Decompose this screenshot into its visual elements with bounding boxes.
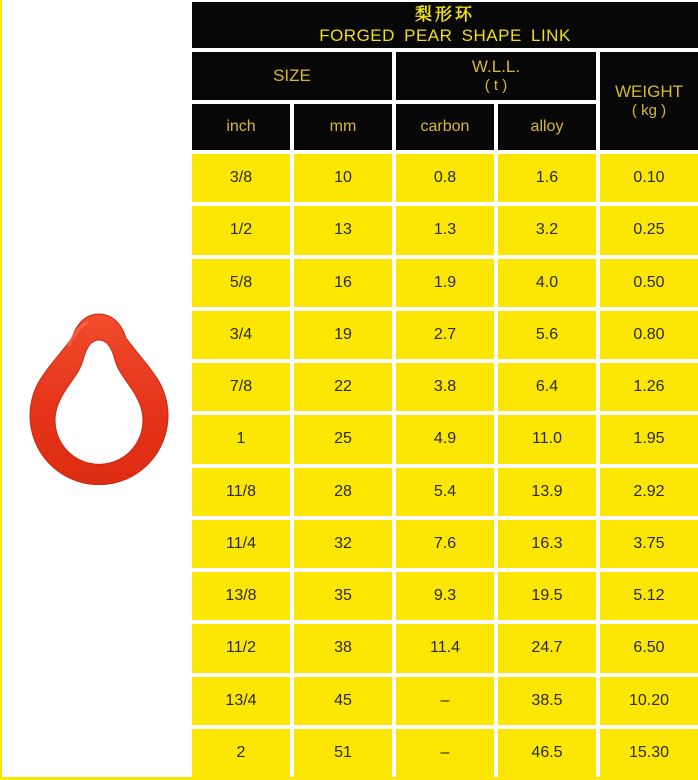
table-title-zh: 梨形环 xyxy=(415,4,475,24)
cell-inch: 11/4 xyxy=(192,520,290,568)
cell-carbon: 2.7 xyxy=(396,311,494,359)
cell-weight: 15.30 xyxy=(600,729,698,777)
cell-carbon: 9.3 xyxy=(396,572,494,620)
cell-weight: 6.50 xyxy=(600,624,698,672)
cell-inch: 11/2 xyxy=(192,624,290,672)
cell-inch: 13/4 xyxy=(192,677,290,725)
cell-weight: 0.10 xyxy=(600,154,698,202)
cell-carbon: 11.4 xyxy=(396,624,494,672)
cell-inch: 7/8 xyxy=(192,363,290,411)
col-header-wll: W.L.L. ( t ) xyxy=(396,52,596,100)
cell-alloy: 5.6 xyxy=(498,311,596,359)
cell-carbon: 0.8 xyxy=(396,154,494,202)
cell-carbon: 1.9 xyxy=(396,259,494,307)
cell-weight: 0.80 xyxy=(600,311,698,359)
cell-alloy: 11.0 xyxy=(498,415,596,463)
cell-mm: 13 xyxy=(294,206,392,254)
cell-carbon: 4.9 xyxy=(396,415,494,463)
pear-link-illustration xyxy=(29,313,169,485)
cell-alloy: 38.5 xyxy=(498,677,596,725)
cell-carbon: – xyxy=(396,677,494,725)
table-title-en: FORGED PEAR SHAPE LINK xyxy=(319,26,571,45)
cell-weight: 2.92 xyxy=(600,468,698,516)
cell-inch: 5/8 xyxy=(192,259,290,307)
table-title xyxy=(192,2,698,48)
cell-weight: 3.75 xyxy=(600,520,698,568)
cell-inch: 11/8 xyxy=(192,468,290,516)
cell-mm: 16 xyxy=(294,259,392,307)
cell-mm: 35 xyxy=(294,572,392,620)
cell-alloy: 4.0 xyxy=(498,259,596,307)
col-header-mm: mm xyxy=(294,104,392,150)
col-header-size: SIZE xyxy=(192,52,392,100)
cell-inch: 2 xyxy=(192,729,290,777)
cell-mm: 45 xyxy=(294,677,392,725)
cell-inch: 13/8 xyxy=(192,572,290,620)
cell-mm: 10 xyxy=(294,154,392,202)
cell-inch: 1 xyxy=(192,415,290,463)
cell-mm: 22 xyxy=(294,363,392,411)
col-header-alloy: alloy xyxy=(498,104,596,150)
cell-mm: 51 xyxy=(294,729,392,777)
col-header-inch: inch xyxy=(192,104,290,150)
cell-carbon: 1.3 xyxy=(396,206,494,254)
cell-mm: 19 xyxy=(294,311,392,359)
cell-inch: 3/8 xyxy=(192,154,290,202)
cell-alloy: 24.7 xyxy=(498,624,596,672)
cell-weight: 10.20 xyxy=(600,677,698,725)
cell-carbon: 3.8 xyxy=(396,363,494,411)
col-header-weight: WEIGHT ( kg ) xyxy=(600,52,698,150)
cell-carbon: 7.6 xyxy=(396,520,494,568)
cell-alloy: 16.3 xyxy=(498,520,596,568)
cell-alloy: 13.9 xyxy=(498,468,596,516)
cell-mm: 32 xyxy=(294,520,392,568)
page-edge-left-strip xyxy=(0,0,2,780)
cell-inch: 3/4 xyxy=(192,311,290,359)
cell-inch: 1/2 xyxy=(192,206,290,254)
cell-alloy: 6.4 xyxy=(498,363,596,411)
cell-weight: 0.25 xyxy=(600,206,698,254)
cell-mm: 28 xyxy=(294,468,392,516)
col-header-carbon: carbon xyxy=(396,104,494,150)
cell-weight: 1.95 xyxy=(600,415,698,463)
pear-link-image xyxy=(29,313,169,485)
spec-table xyxy=(192,0,698,780)
cell-mm: 38 xyxy=(294,624,392,672)
cell-weight: 0.50 xyxy=(600,259,698,307)
cell-weight: 5.12 xyxy=(600,572,698,620)
cell-alloy: 19.5 xyxy=(498,572,596,620)
cell-alloy: 46.5 xyxy=(498,729,596,777)
cell-alloy: 1.6 xyxy=(498,154,596,202)
cell-carbon: 5.4 xyxy=(396,468,494,516)
cell-carbon: – xyxy=(396,729,494,777)
cell-mm: 25 xyxy=(294,415,392,463)
cell-weight: 1.26 xyxy=(600,363,698,411)
cell-alloy: 3.2 xyxy=(498,206,596,254)
